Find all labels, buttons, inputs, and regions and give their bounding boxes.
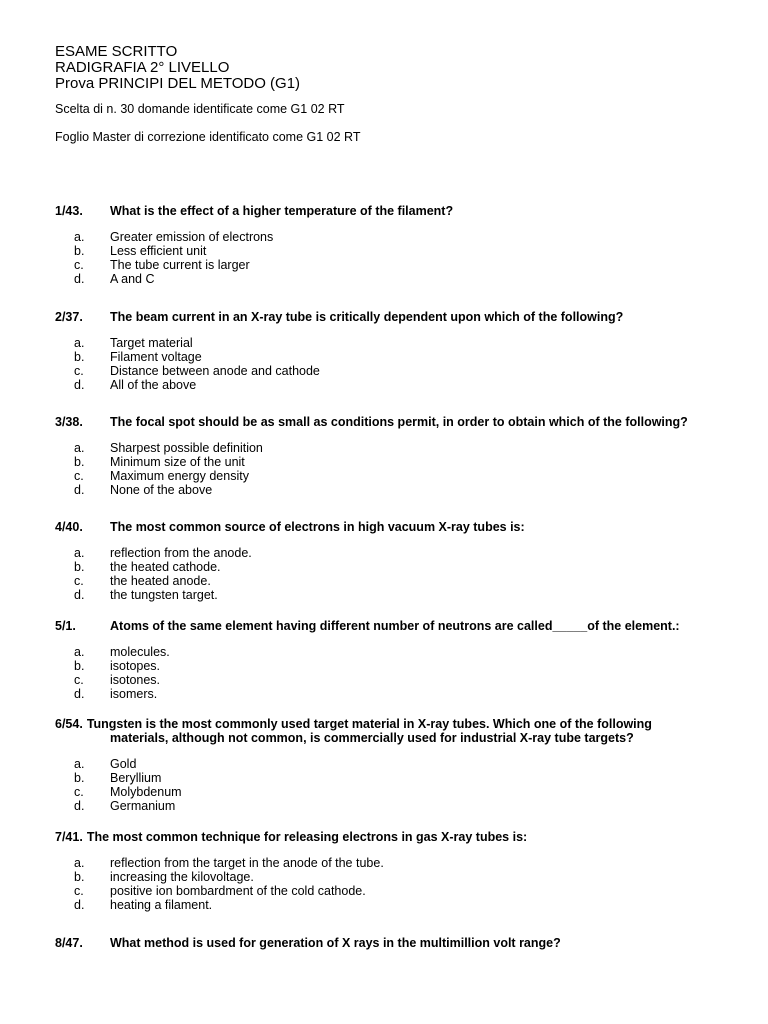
answer-option — [55, 336, 755, 350]
option-letter: c. — [74, 673, 84, 687]
answer-option — [55, 560, 755, 574]
option-letter: d. — [74, 483, 85, 497]
option-letter: c. — [74, 258, 84, 272]
answer-option — [55, 244, 755, 258]
answer-options — [55, 856, 755, 912]
answer-options — [55, 757, 755, 813]
answer-option — [55, 884, 755, 898]
option-text: Less efficient unit — [110, 244, 207, 258]
option-text: positive ion bombardment of the cold cathode. — [110, 884, 366, 898]
option-text: the tungsten target. — [110, 588, 218, 602]
answer-option — [55, 350, 755, 364]
exam-title: ESAME SCRITTO — [55, 43, 178, 60]
option-letter: d. — [74, 799, 85, 813]
option-text: The tube current is larger — [110, 258, 250, 272]
answer-option — [55, 378, 755, 392]
answer-option — [55, 645, 755, 659]
option-text: All of the above — [110, 378, 197, 392]
answer-option — [55, 574, 755, 588]
answer-option — [55, 799, 755, 813]
option-text: Gold — [110, 757, 137, 771]
option-text: reflection from the target in the anode of the tube. — [110, 856, 384, 870]
option-letter: d. — [74, 272, 85, 286]
option-letter: c. — [74, 364, 84, 378]
answer-option — [55, 856, 755, 870]
answer-option — [55, 771, 755, 785]
exam-header — [55, 44, 755, 144]
option-letter: c. — [74, 469, 84, 483]
option-letter: c. — [74, 785, 84, 799]
answer-option — [55, 258, 755, 272]
answer-option — [55, 364, 755, 378]
option-text: Molybdenum — [110, 785, 182, 799]
question-1 — [55, 204, 755, 286]
option-letter: b. — [74, 244, 85, 258]
option-letter: c. — [74, 884, 84, 898]
answer-options — [55, 546, 755, 602]
option-text: Germanium — [110, 799, 176, 813]
question-number: 2/37. — [55, 310, 83, 324]
question-8 — [55, 936, 755, 950]
option-letter: c. — [74, 574, 84, 588]
question-6 — [55, 717, 755, 813]
option-letter: a. — [74, 645, 85, 659]
question-number: 7/41. — [55, 830, 83, 844]
question-text: The most common technique for releasing electrons in gas X-ray tubes is: — [86, 830, 528, 844]
answer-option — [55, 455, 755, 469]
answer-option — [55, 898, 755, 912]
question-5 — [55, 619, 755, 701]
option-letter: a. — [74, 856, 85, 870]
master-note: Foglio Master di correzione identificato come G1 02 RT — [55, 130, 361, 144]
question-text: Tungsten is the most commonly used target material in X-ray tubes. Which one of the following — [86, 717, 652, 731]
option-letter: a. — [74, 336, 85, 350]
answer-option — [55, 483, 755, 497]
answer-option — [55, 659, 755, 673]
option-text: molecules. — [110, 645, 170, 659]
option-text: Minimum size of the unit — [110, 455, 245, 469]
option-letter: d. — [74, 687, 85, 701]
exam-page — [55, 43, 755, 950]
question-7 — [55, 830, 755, 912]
option-letter: a. — [74, 441, 85, 455]
option-letter: d. — [74, 378, 85, 392]
option-text: the heated cathode. — [110, 560, 221, 574]
option-text: Maximum energy density — [110, 469, 249, 483]
exam-level: RADIGRAFIA 2° LIVELLO — [55, 59, 230, 76]
question-number: 8/47. — [55, 936, 83, 950]
question-4 — [55, 520, 755, 602]
question-number: 6/54. — [55, 717, 83, 731]
option-letter: d. — [74, 588, 85, 602]
option-letter: a. — [74, 757, 85, 771]
answer-option — [55, 588, 755, 602]
option-text: isomers. — [110, 687, 158, 701]
option-text: Filament voltage — [110, 350, 202, 364]
answer-option — [55, 272, 755, 286]
option-letter: b. — [74, 560, 85, 574]
option-text: heating a filament. — [110, 898, 213, 912]
question-number: 3/38. — [55, 415, 83, 429]
answer-option — [55, 441, 755, 455]
option-text: Distance between anode and cathode — [110, 364, 320, 378]
exam-section: Prova PRINCIPI DEL METODO (G1) — [55, 75, 301, 92]
option-text: Beryllium — [110, 771, 162, 785]
selection-note: Scelta di n. 30 domande identificate come G1 02 RT — [55, 102, 345, 116]
answer-options — [55, 336, 755, 392]
question-number: 5/1. — [55, 619, 76, 633]
option-text: A and C — [110, 272, 155, 286]
option-text: increasing the kilovoltage. — [110, 870, 254, 884]
option-text: the heated anode. — [110, 574, 211, 588]
answer-option — [55, 687, 755, 701]
option-letter: d. — [74, 898, 85, 912]
question-text: The most common source of electrons in high vacuum X-ray tubes is: — [110, 520, 525, 534]
option-text: isotones. — [110, 673, 161, 687]
answer-option — [55, 870, 755, 884]
question-number: 4/40. — [55, 520, 83, 534]
question-text: Atoms of the same element having different number of neutrons are called_____of the element.: — [110, 619, 680, 633]
answer-options — [55, 230, 755, 286]
question-3 — [55, 415, 755, 497]
option-text: None of the above — [110, 483, 213, 497]
option-letter: b. — [74, 870, 85, 884]
option-letter: b. — [74, 455, 85, 469]
option-text: reflection from the anode. — [110, 546, 252, 560]
answer-options — [55, 645, 755, 701]
option-text: Greater emission of electrons — [110, 230, 274, 244]
question-2 — [55, 310, 755, 392]
answer-option — [55, 469, 755, 483]
question-text: What method is used for generation of X rays in the multimillion volt range? — [110, 936, 561, 950]
option-text: isotopes. — [110, 659, 161, 673]
option-letter: a. — [74, 230, 85, 244]
option-text: Sharpest possible definition — [110, 441, 263, 455]
answer-option — [55, 757, 755, 771]
question-text: The beam current in an X-ray tube is critically dependent upon which of the following? — [110, 310, 624, 324]
answer-option — [55, 673, 755, 687]
question-text: What is the effect of a higher temperature of the filament? — [110, 204, 454, 218]
question-number: 1/43. — [55, 204, 83, 218]
option-text: Target material — [110, 336, 193, 350]
answer-option — [55, 785, 755, 799]
question-text-continued: materials, although not common, is commercially used for industrial X-ray tube targets? — [110, 731, 634, 745]
answer-options — [55, 441, 755, 497]
option-letter: b. — [74, 350, 85, 364]
option-letter: b. — [74, 771, 85, 785]
option-letter: b. — [74, 659, 85, 673]
question-text: The focal spot should be as small as conditions permit, in order to obtain which of the following? — [110, 415, 688, 429]
answer-option — [55, 546, 755, 560]
answer-option — [55, 230, 755, 244]
option-letter: a. — [74, 546, 85, 560]
